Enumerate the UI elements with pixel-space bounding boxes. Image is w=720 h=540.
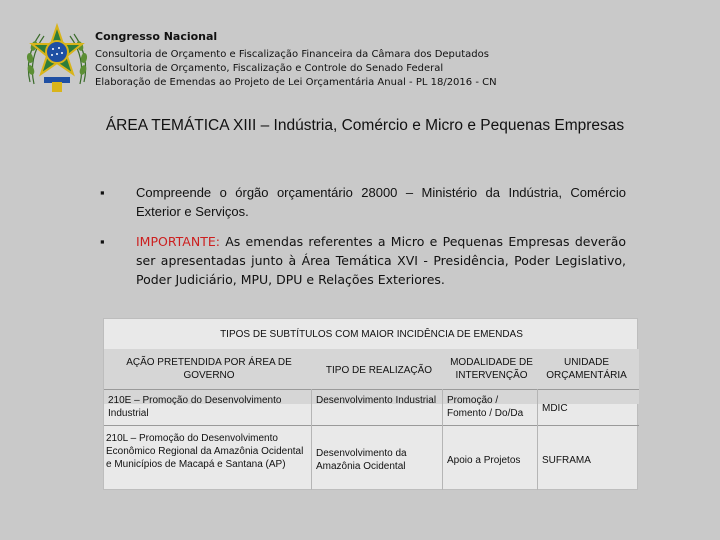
subtitle-types-table [103,318,638,490]
header-line: Consultoria de Orçamento e Fiscalização Financeira da Câmara dos Deputados [95,49,489,60]
column-divider [537,389,538,490]
header-line: Elaboração de Emendas ao Projeto de Lei Orçamentária Anual - PL 18/2016 - CN [95,77,497,88]
table-cell: 210L – Promoção do Desenvolvimento Econômico Regional da Amazônia Ocidental e Municípios de Macapá e Santana (AP) [106,433,304,470]
table-cell: Desenvolvimento Industrial [316,395,437,406]
table-cell: 210E – Promoção do Desenvolvimento Industrial [108,395,282,419]
table-cell: MDIC [542,403,568,414]
important-label: IMPORTANTE: [136,234,220,249]
table-divider [104,425,639,426]
header [0,0,720,98]
column-divider [311,389,312,490]
bullet-marker: ▪ [100,185,105,200]
bullet-text [136,232,626,289]
table-cell: SUFRAMA [542,455,591,466]
column-header: MODALIDADE DE INTERVENÇÃO [450,357,533,381]
header-title: Congresso Nacional [95,30,218,43]
bullet-marker: ▪ [100,234,105,249]
important-text: As emendas referentes a Micro e Pequenas Empresas deverão ser apresentadas junto à Área Temática XVI - Presidência, Poder Legislativo, Poder Judiciário, MPU, DPU e Relações Exteriores. [136,234,626,287]
header-line: Consultoria de Orçamento, Fiscalização e Controle do Senado Federal [95,63,444,74]
section-title: ÁREA TEMÁTICA XIII – Indústria, Comércio e Micro e Pequenas Empresas [105,117,625,134]
column-header: UNIDADE ORÇAMENTÁRIA [546,357,627,381]
column-header: AÇÃO PRETENDIDA POR ÁREA DE GOVERNO [126,357,292,381]
table-cell: Promoção / Fomento / Do/Da [447,395,524,419]
table-cell: Apoio a Projetos [447,455,521,466]
table-cell: Desenvolvimento da Amazônia Ocidental [316,448,407,472]
column-divider [442,389,443,490]
column-header: TIPO DE REALIZAÇÃO [325,365,433,376]
coat-of-arms-icon [22,22,92,94]
table-divider [104,389,639,390]
table-title: TIPOS DE SUBTÍTULOS COM MAIOR INCIDÊNCIA DE EMENDAS [220,329,523,340]
bullet-text: Compreende o órgão orçamentário 28000 – Ministério da Indústria, Comércio Exterior e Serviços. [136,185,626,219]
